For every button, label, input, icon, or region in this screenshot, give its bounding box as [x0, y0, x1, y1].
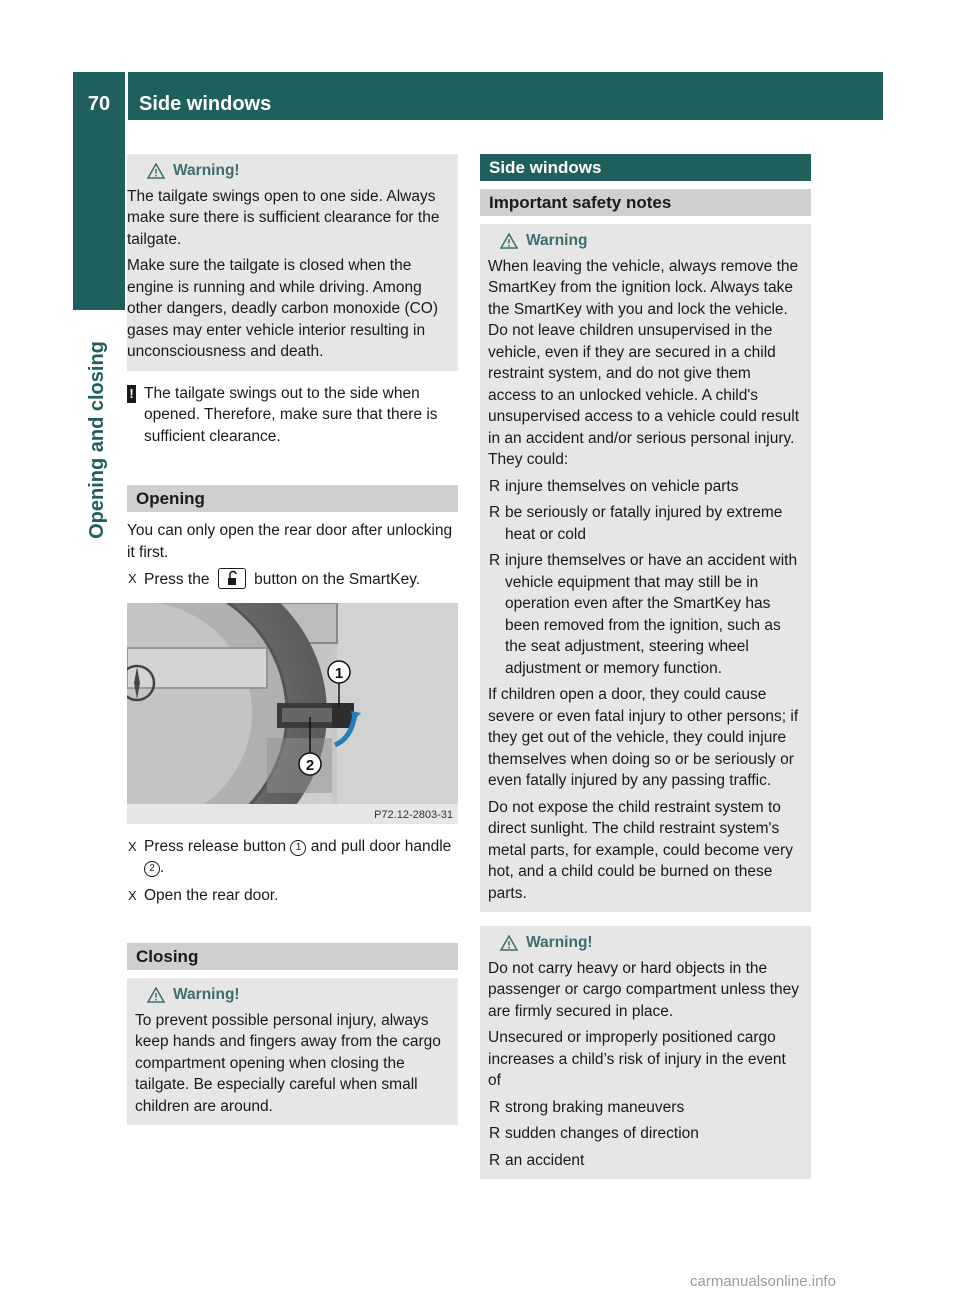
- callout-2-icon: 2: [144, 861, 160, 877]
- warning-title: [488, 230, 803, 252]
- figure-callout-1: 1: [334, 664, 344, 682]
- warning-triangle-icon: [147, 163, 165, 179]
- right-column: [480, 154, 811, 1179]
- figure-code: P72.12-2803-31: [374, 808, 453, 821]
- list-item: [488, 550, 803, 679]
- list-item-text: sudden changes of direction: [505, 1125, 699, 1142]
- warning-box-cargo: [480, 926, 811, 1179]
- list-item-text: an accident: [505, 1151, 585, 1169]
- step-text: Open the rear door.: [144, 886, 279, 904]
- warning-title-text: Warning: [526, 232, 588, 249]
- bullet-marker: R: [489, 504, 501, 521]
- section-heading-opening: Opening: [127, 485, 458, 512]
- side-tab-label: Opening and closing: [86, 341, 108, 539]
- warning-paragraph: The tailgate swings open to one side. Always make sure there is sufficient clearance for the tailgate.: [127, 187, 440, 248]
- list-item: [488, 476, 803, 498]
- page-title: Side windows: [139, 93, 272, 115]
- note-tailgate: [127, 383, 458, 448]
- warning-triangle-icon: [147, 987, 165, 1003]
- warning-triangle-icon: [500, 935, 518, 951]
- footer-watermark: carmanualsonline.info: [690, 1273, 836, 1290]
- list-item-text: be seriously or fatally injured by extreme heat or cold: [505, 504, 783, 543]
- unlock-key-icon: [218, 568, 246, 589]
- list-item: [488, 1097, 803, 1119]
- bullet-marker: R: [489, 1151, 501, 1169]
- opening-intro: You can only open the rear door after unlocking it first.: [127, 522, 453, 561]
- warning-paragraph: To prevent possible personal injury, always keep hands and fingers away from the cargo compartment opening when closing the tailgate. Be especially careful when small children are around.: [135, 1011, 441, 1115]
- warning-paragraph: Do not expose the child restraint system to direct sunlight. The child restraint system's metal parts, for example, could become very hot, and a child could be burned on these parts.: [488, 798, 793, 902]
- bullet-marker: R: [489, 1125, 501, 1142]
- rear-door-illustration: [127, 603, 458, 824]
- warning-title: [488, 932, 803, 954]
- rear-door-figure: [127, 603, 458, 824]
- step-text: and pull door handle: [310, 837, 452, 855]
- section-heading-side-windows: Side windows: [480, 154, 811, 181]
- list-item-text: injure themselves or have an accident with vehicle equipment that may still be in operation even after the SmartKey has been removed from the ignition, such as the seat adjustment, steering wheel adjustment or memory function.: [505, 552, 798, 677]
- step-text: Press the: [144, 571, 210, 588]
- warning-paragraph: When leaving the vehicle, always remove the SmartKey from the ignition lock. Always take the SmartKey with you and lock the vehicle. Do not leave children unsupervised in the vehicle, even if they are secured in a child restraint system, and do not give them access to an unlocked vehicle. A child's unsupervised access to a vehicle could result in an accident and/or serious personal injury. They could:: [488, 257, 800, 468]
- list-item: [488, 1150, 803, 1172]
- action-marker-icon: X: [128, 571, 137, 586]
- figure-callout-2: 2: [305, 756, 315, 774]
- section-heading-closing: Closing: [127, 943, 458, 970]
- step-text: .: [160, 859, 165, 876]
- warning-title: [135, 984, 450, 1006]
- step-text: button on the SmartKey.: [254, 571, 421, 588]
- list-item-text: strong braking maneuvers: [505, 1098, 685, 1116]
- warning-paragraph: Make sure the tailgate is closed when the engine is running and while driving. Among other dangers, deadly carbon monoxide (CO) gases may enter vehicle interior resulting in unconsciousness and death.: [127, 257, 439, 360]
- warning-box-children: [480, 224, 811, 912]
- left-column: [127, 154, 458, 1125]
- bullet-marker: R: [489, 552, 501, 569]
- bullet-marker: R: [489, 1098, 501, 1116]
- warning-box-tailgate: [127, 154, 458, 371]
- warning-paragraph: Unsecured or improperly positioned cargo increases a child’s risk of injury in the event of: [488, 1029, 786, 1089]
- action-step: [127, 885, 458, 907]
- warning-title-text: Warning!: [173, 986, 240, 1003]
- list-item: [488, 1123, 803, 1145]
- action-marker-icon: X: [128, 838, 137, 854]
- warning-title-text: Warning!: [526, 934, 593, 951]
- warning-paragraph: Do not carry heavy or hard objects in the passenger or cargo compartment unless they are firmly secured in place.: [488, 959, 800, 1020]
- warning-title: [127, 160, 450, 182]
- list-item: [488, 502, 803, 545]
- warning-title-text: Warning!: [173, 162, 240, 179]
- warning-box-closing: [127, 978, 458, 1125]
- step-text: Press release button: [144, 837, 287, 855]
- action-marker-icon: X: [128, 887, 137, 903]
- list-item-text: injure themselves on vehicle parts: [505, 477, 739, 495]
- warning-triangle-icon: [500, 233, 518, 249]
- header-divider: [125, 72, 128, 120]
- action-step: [127, 568, 458, 591]
- callout-1-icon: 1: [290, 840, 306, 856]
- note-text: The tailgate swings out to the side when opened. Therefore, make sure that there is sufficient clearance.: [144, 384, 438, 445]
- page-number: 70: [87, 93, 111, 115]
- note-marker-icon: !: [127, 385, 136, 403]
- warning-paragraph: If children open a door, they could cause severe or even fatal injury to other persons; if they get out of the vehicle, they could injure themselves when doing so or be seriously or even fatally injured by any passing traffic.: [488, 686, 799, 789]
- bullet-marker: R: [489, 477, 501, 495]
- action-step: [127, 836, 458, 879]
- subheading-safety-notes: Important safety notes: [480, 189, 811, 216]
